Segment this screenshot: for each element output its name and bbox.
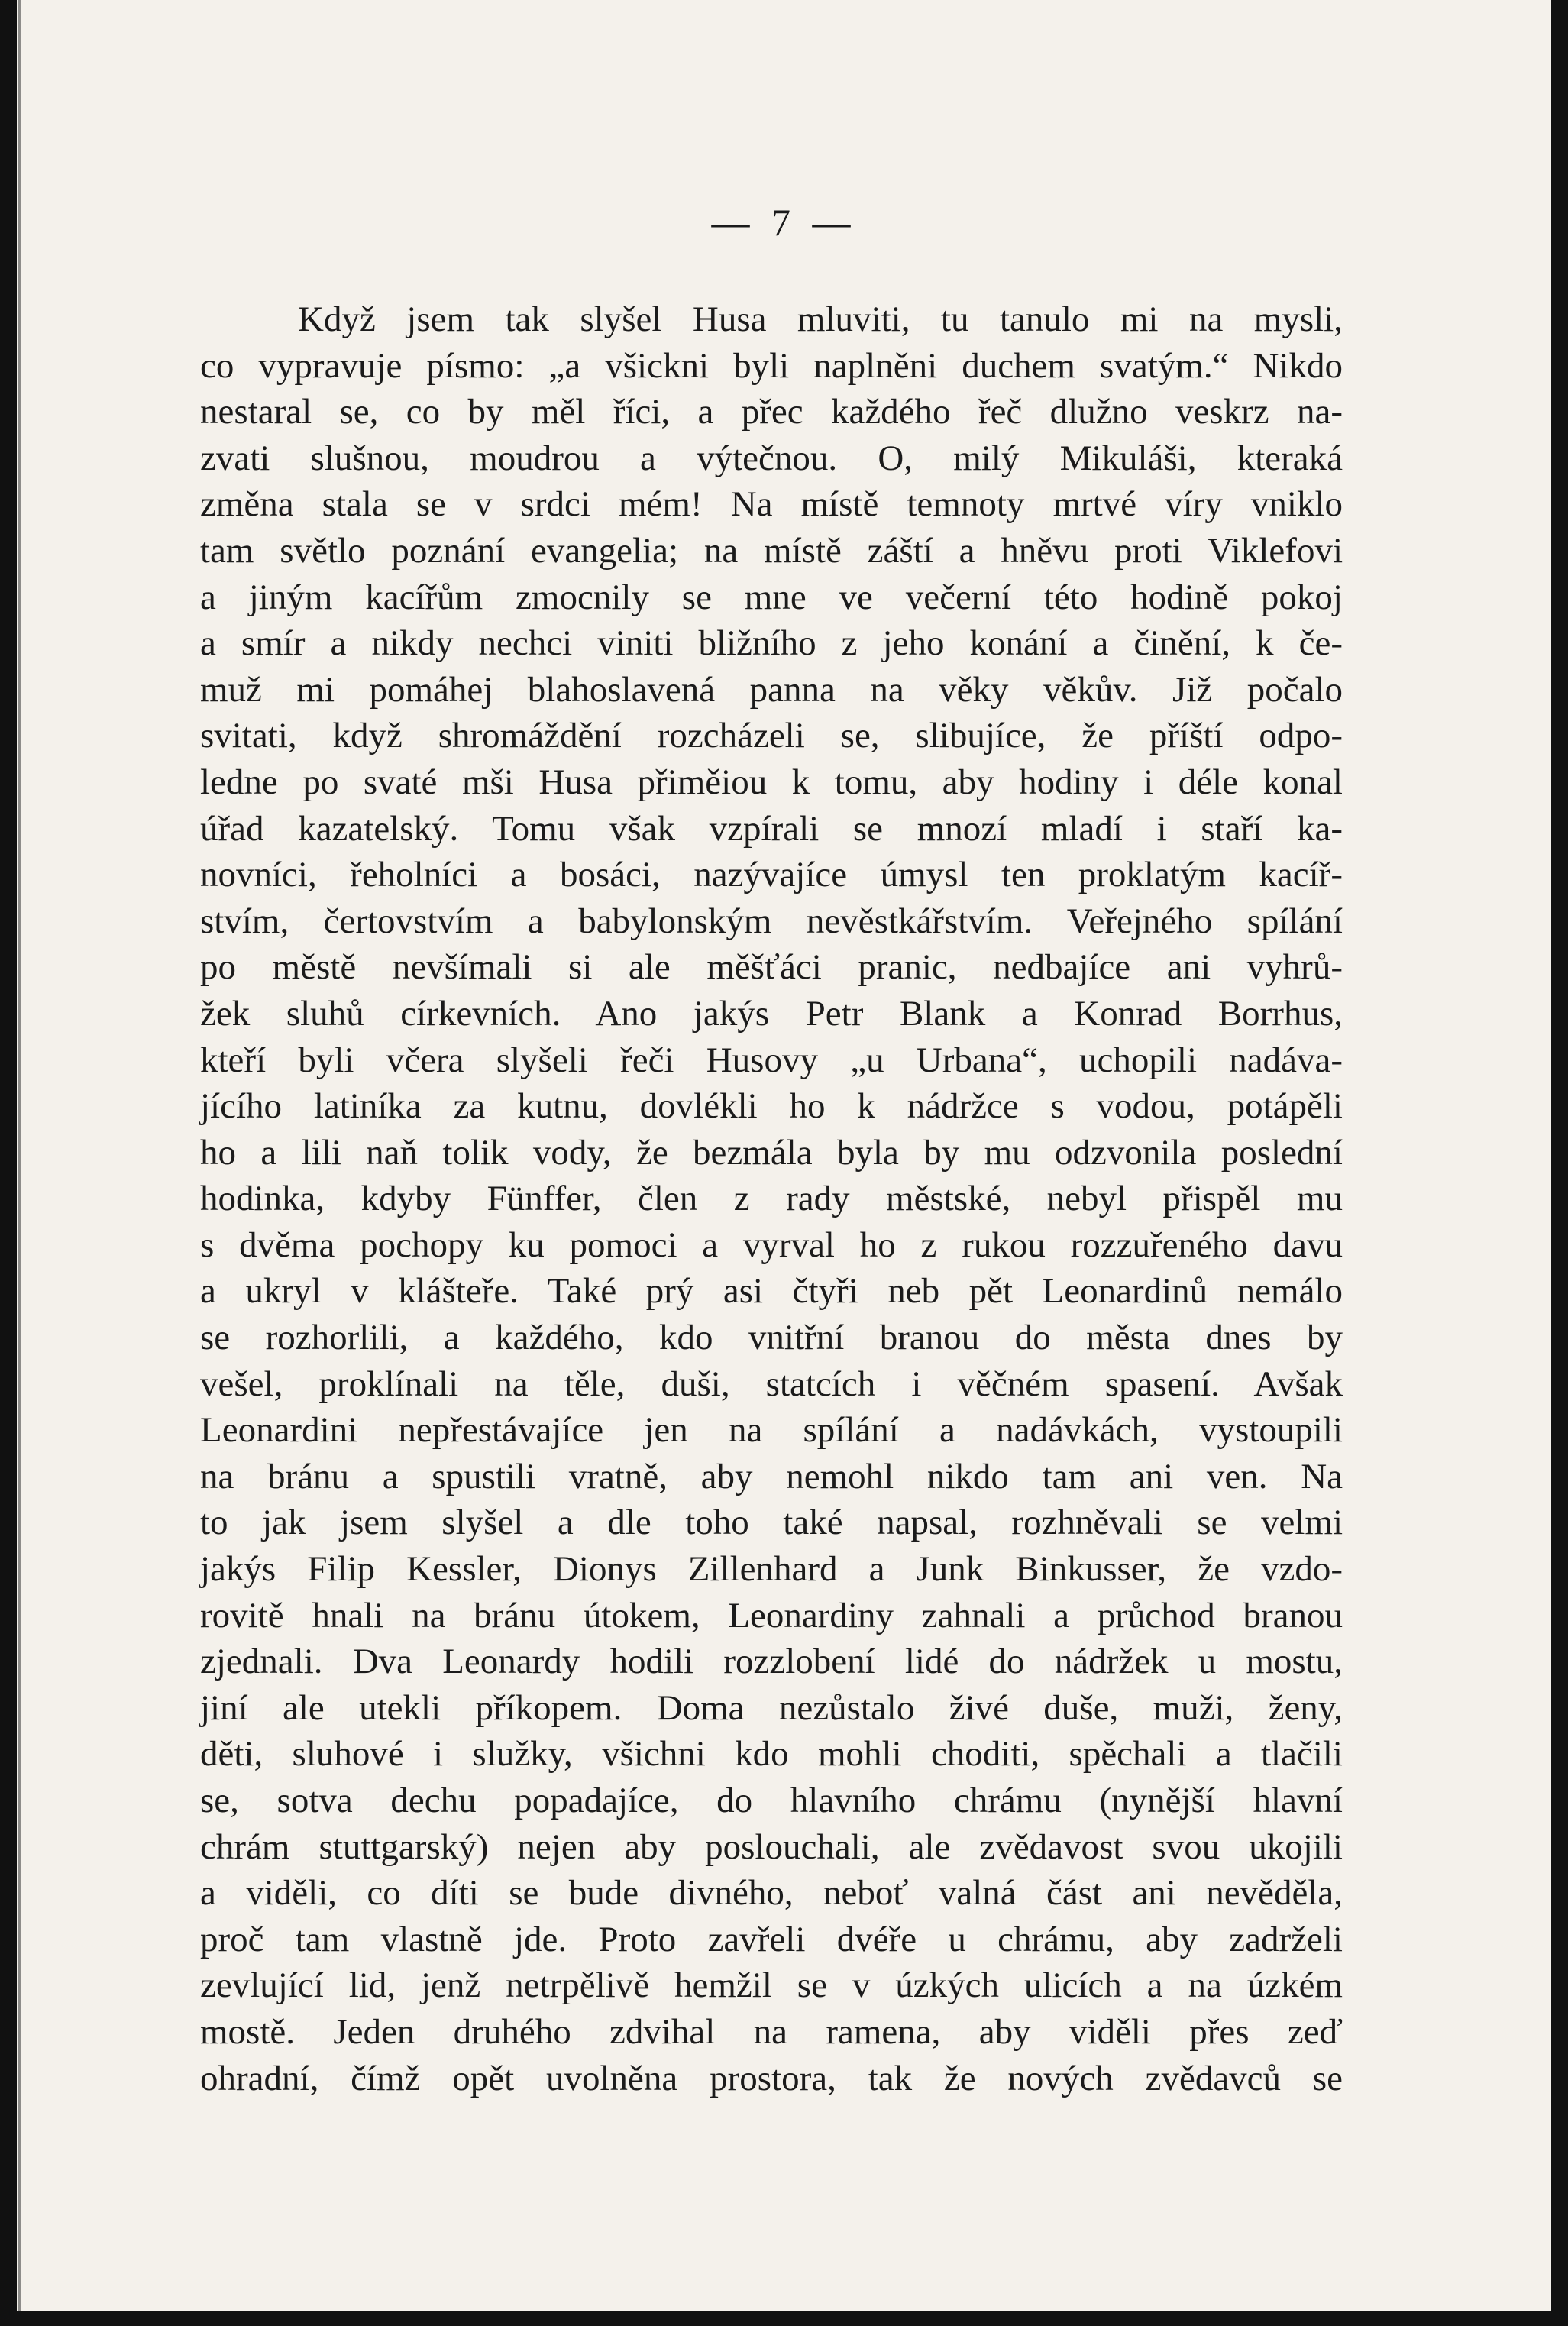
- text-line: stvím, čertovstvím a babylonským nevěstkářstvím. Veřejného spílání: [200, 901, 1343, 941]
- text-line: s dvěma pochopy ku pomoci a vyrval ho z rukou rozzuřeného davu: [200, 1224, 1343, 1265]
- text-line: tam světlo poznání evangelia; na místě záští a hněvu proti Viklefovi: [200, 530, 1343, 571]
- page-number: — 7 —: [711, 201, 857, 244]
- text-line: na bránu a spustili vratně, aby nemohl nikdo tam ani ven. Na: [200, 1456, 1343, 1496]
- text-line: vešel, proklínali na těle, duši, statcích i věčném spasení. Avšak: [200, 1364, 1343, 1404]
- text-line: hodinka, kdyby Fünffer, člen z rady městské, nebyl přispěl mu: [200, 1179, 1343, 1219]
- body-text: [200, 296, 1343, 2101]
- text-line: novníci, řeholníci a bosáci, nazývajíce úmysl ten proklatým kacíř-: [200, 855, 1343, 895]
- scan-edge-right: [1551, 0, 1568, 2326]
- text-line: rovitě hnali na bránu útokem, Leonardiny zahnali a průchod branou: [200, 1595, 1343, 1635]
- text-line: ho a lili naň tolik vody, že bezmála byla by mu odzvonila poslední: [200, 1132, 1343, 1173]
- text-line: a smír a nikdy nechci viniti bližního z jeho konání a činění, k če-: [200, 623, 1343, 664]
- text-line: to jak jsem slyšel a dle toho také napsal, rozhněvali se velmi: [200, 1503, 1343, 1543]
- text-line: ledne po svaté mši Husa přiměiou k tomu, aby hodiny i déle konal: [200, 762, 1343, 802]
- text-line: a ukryl v klášteře. Také prý asi čtyři neb pět Leonardinů nemálo: [200, 1271, 1343, 1312]
- text-line: co vypravuje písmo: „a všickni byli naplněni duchem svatým.“ Nikdo: [200, 345, 1343, 386]
- text-line: jakýs Filip Kessler, Dionys Zillenhard a Junk Binkusser, že vzdo-: [200, 1549, 1343, 1590]
- text-line: kteří byli včera slyšeli řeči Husovy „u Urbana“, uchopili nadáva-: [200, 1040, 1343, 1080]
- scan-edge-left: [0, 0, 17, 2326]
- text-line: proč tam vlastně jde. Proto zavřeli dvéře u chrámu, aby zadrželi: [200, 1919, 1343, 1959]
- binding-gutter: [18, 0, 21, 2311]
- text-line: zvati slušnou, moudrou a výtečnou. O, milý Mikuláši, kteraká: [200, 438, 1343, 478]
- text-line: nestaral se, co by měl říci, a přec každého řeč dlužno veskrz na-: [200, 392, 1343, 432]
- text-line: zjednali. Dva Leonardy hodili rozzlobení lidé do nádržek u mostu,: [200, 1642, 1343, 1682]
- text-line: změna stala se v srdci mém! Na místě temnoty mrtvé víry vniklo: [200, 484, 1343, 525]
- text-line: mostě. Jeden druhého zdvihal na ramena, aby viděli přes zeď: [200, 2011, 1343, 2052]
- text-line: a viděli, co díti se bude divného, neboť valná část ani nevěděla,: [200, 1873, 1343, 1914]
- text-line: svitati, když shromáždění rozcházeli se, slibujíce, že příští odpo-: [200, 716, 1343, 756]
- text-line: se, sotva dechu popadajíce, do hlavního chrámu (nynější hlavní: [200, 1781, 1343, 1820]
- text-line: muž mi pomáhej blahoslavená panna na věky věkův. Již počalo: [200, 669, 1343, 710]
- text-line: po městě nevšímali si ale měšťáci pranic, nedbajíce ani vyhrů-: [200, 947, 1343, 988]
- text-line: Když jsem tak slyšel Husa mluviti, tu tanulo mi na mysli,: [298, 299, 1343, 339]
- text-line: žek sluhů církevních. Ano jakýs Petr Blank a Konrad Borrhus,: [200, 993, 1343, 1034]
- text-line: jícího latiníka za kutnu, dovlékli ho k nádržce s vodou, potápěli: [200, 1086, 1343, 1127]
- text-line: ohradní, čímž opět uvolněna prostora, tak že nových zvědavců se: [200, 2058, 1343, 2098]
- text-line: chrám stuttgarský) nejen aby poslouchali, ale zvědavost svou ukojili: [200, 1826, 1343, 1867]
- text-line: se rozhorlili, a každého, kdo vnitřní branou do města dnes by: [200, 1318, 1343, 1358]
- scan-edge-bottom: [0, 2311, 1568, 2326]
- text-line: úřad kazatelský. Tomu však vzpírali se mnozí mladí i staří ka-: [200, 808, 1343, 849]
- text-line: a jiným kacířům zmocnily se mne ve večerní této hodině pokoj: [200, 577, 1343, 617]
- text-line: zevlující lid, jenž netrpělivě hemžil se v úzkých ulicích a na úzkém: [200, 1965, 1343, 2006]
- text-line: Leonardini nepřestávajíce jen na spílání a nadávkách, vystoupili: [200, 1410, 1343, 1451]
- text-line: jiní ale utekli příkopem. Doma nezůstalo živé duše, muži, ženy,: [200, 1687, 1343, 1728]
- text-line: děti, sluhové i služky, všichni kdo mohli choditi, spěchali a tlačili: [200, 1734, 1343, 1774]
